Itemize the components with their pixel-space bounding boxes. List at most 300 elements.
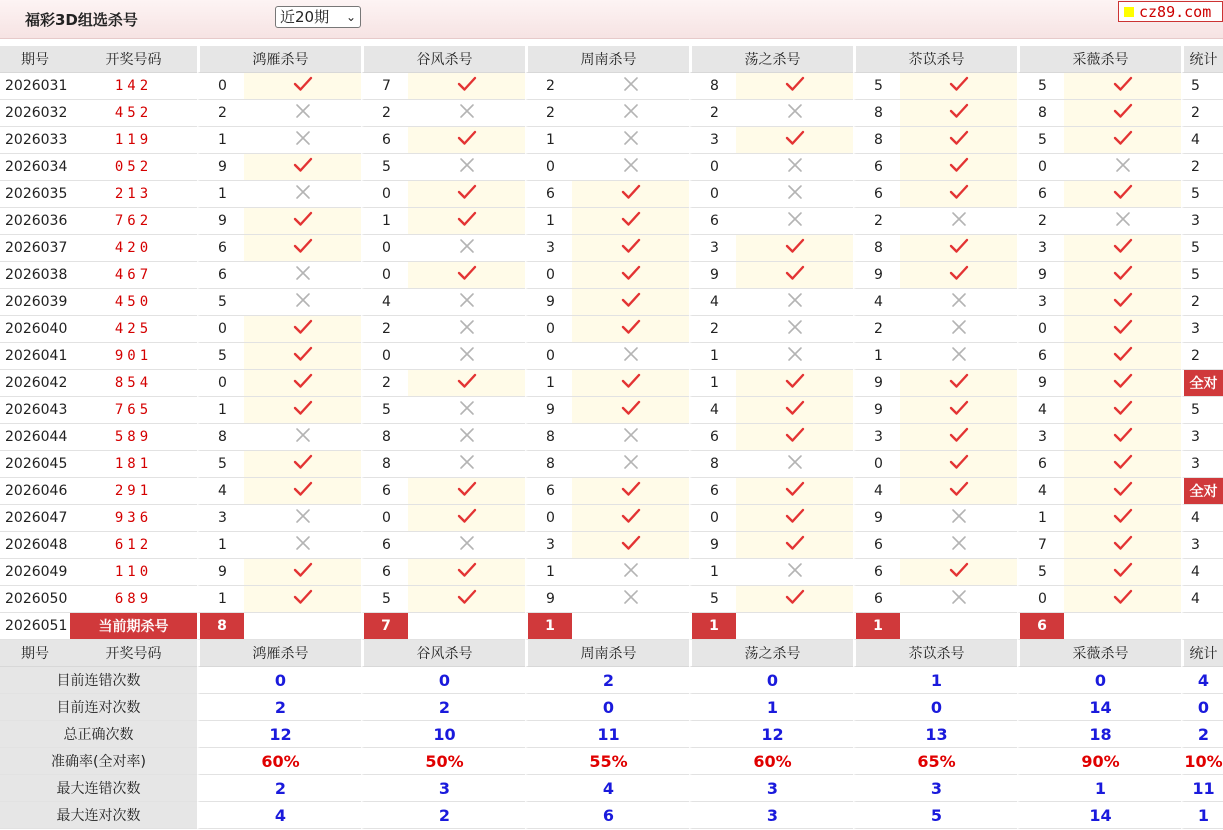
stat-cell: 3	[1181, 451, 1223, 478]
period-cell: 2026045	[0, 451, 70, 478]
check-icon	[244, 586, 361, 613]
summary-row	[0, 748, 1223, 775]
kill-number-cell: 0	[525, 316, 572, 343]
column-header: 荡之杀号	[689, 46, 853, 73]
check-icon	[900, 451, 1017, 478]
check-icon	[1064, 343, 1181, 370]
kill-number-cell: 3	[1017, 235, 1064, 262]
kill-number-cell: 6	[689, 424, 736, 451]
stat-cell: 4	[1181, 505, 1223, 532]
kill-number-cell: 6	[361, 127, 408, 154]
kill-number-cell: 2	[525, 100, 572, 127]
check-icon	[408, 559, 525, 586]
kill-number-cell: 9	[853, 262, 900, 289]
check-icon	[1064, 127, 1181, 154]
kill-number-cell: 6	[1017, 181, 1064, 208]
draw-number-cell: 110	[70, 559, 197, 586]
summary-value: 50%	[361, 748, 525, 775]
kill-number-cell: 9	[197, 208, 244, 235]
summary-value: 11	[525, 721, 689, 748]
cross-icon	[408, 424, 525, 451]
kill-number-cell: 4	[1017, 478, 1064, 505]
draw-number-cell: 612	[70, 532, 197, 559]
kill-number-cell: 6	[525, 181, 572, 208]
kill-number-cell: 5	[1017, 559, 1064, 586]
kill-number-cell: 6	[689, 208, 736, 235]
cross-icon	[408, 235, 525, 262]
check-icon	[408, 262, 525, 289]
kill-number-cell: 9	[525, 586, 572, 613]
table-row	[0, 262, 1223, 289]
check-icon	[408, 370, 525, 397]
site-logo[interactable]	[1118, 1, 1223, 22]
period-cell: 2026048	[0, 532, 70, 559]
cross-icon	[408, 154, 525, 181]
table-row	[0, 397, 1223, 424]
summary-value: 5	[853, 802, 1017, 829]
check-icon	[1064, 73, 1181, 100]
kill-number-cell: 9	[853, 505, 900, 532]
cross-icon	[244, 289, 361, 316]
kill-number-cell: 3	[689, 235, 736, 262]
column-header: 期号	[0, 46, 70, 73]
kill-number-cell: 6	[1017, 343, 1064, 370]
check-icon	[736, 505, 853, 532]
kill-number-cell: 2	[197, 100, 244, 127]
table-row	[0, 478, 1223, 505]
cross-icon	[572, 127, 689, 154]
kill-number-cell: 6	[853, 154, 900, 181]
check-icon	[1064, 262, 1181, 289]
summary-label: 总正确次数	[0, 721, 197, 748]
cross-icon	[408, 289, 525, 316]
kill-number-cell: 6	[853, 181, 900, 208]
check-icon	[736, 532, 853, 559]
kill-number-cell: 8	[361, 424, 408, 451]
check-icon	[244, 478, 361, 505]
draw-number-cell: 181	[70, 451, 197, 478]
summary-value: 1	[1017, 775, 1181, 802]
check-icon	[244, 559, 361, 586]
draw-number-cell: 762	[70, 208, 197, 235]
cross-icon	[244, 127, 361, 154]
cross-icon	[1064, 208, 1181, 235]
stat-cell: 2	[1181, 343, 1223, 370]
summary-value: 3	[853, 775, 1017, 802]
summary-value: 3	[361, 775, 525, 802]
check-icon	[244, 397, 361, 424]
kill-number-cell: 0	[1017, 154, 1064, 181]
cross-icon	[736, 154, 853, 181]
summary-value: 10	[361, 721, 525, 748]
kill-number-cell: 2	[361, 370, 408, 397]
check-icon	[1064, 532, 1181, 559]
cross-icon	[736, 181, 853, 208]
period-cell: 2026035	[0, 181, 70, 208]
stat-cell: 5	[1181, 262, 1223, 289]
cross-icon	[408, 343, 525, 370]
check-icon	[244, 343, 361, 370]
kill-number-cell: 6	[361, 559, 408, 586]
kill-number-cell: 6	[853, 532, 900, 559]
summary-value: 12	[689, 721, 853, 748]
column-header: 采薇杀号	[1017, 640, 1181, 667]
kill-number-cell: 0	[361, 343, 408, 370]
check-icon	[572, 370, 689, 397]
column-header: 统计	[1181, 46, 1223, 73]
check-icon	[900, 262, 1017, 289]
table-row	[0, 181, 1223, 208]
logo-square-icon	[1124, 7, 1134, 17]
table-row	[0, 451, 1223, 478]
current-kill-number: 8	[197, 613, 244, 640]
summary-value: 18	[1017, 721, 1181, 748]
kill-number-cell: 0	[689, 505, 736, 532]
kill-number-cell: 6	[525, 478, 572, 505]
column-header: 谷风杀号	[361, 640, 525, 667]
table-row	[0, 127, 1223, 154]
cross-icon	[572, 586, 689, 613]
stat-cell: 4	[1181, 127, 1223, 154]
cross-icon	[244, 181, 361, 208]
kill-number-cell: 4	[1017, 397, 1064, 424]
period-range-value: 近20期	[280, 8, 330, 26]
stat-cell: 3	[1181, 532, 1223, 559]
check-icon	[900, 100, 1017, 127]
check-icon	[408, 208, 525, 235]
kill-number-cell: 4	[197, 478, 244, 505]
table-row	[0, 586, 1223, 613]
check-icon	[1064, 586, 1181, 613]
table-row	[0, 532, 1223, 559]
current-kill-number: 7	[361, 613, 408, 640]
kill-number-cell: 2	[853, 316, 900, 343]
kill-number-cell: 3	[689, 127, 736, 154]
check-icon	[736, 235, 853, 262]
summary-row	[0, 721, 1223, 748]
period-cell: 2026047	[0, 505, 70, 532]
summary-value: 3	[689, 775, 853, 802]
kill-number-cell: 1	[689, 370, 736, 397]
summary-value: 14	[1017, 694, 1181, 721]
table-row	[0, 289, 1223, 316]
table-row	[0, 235, 1223, 262]
summary-value: 2	[197, 694, 361, 721]
cross-icon	[900, 532, 1017, 559]
empty-cell	[572, 613, 689, 640]
check-icon	[1064, 478, 1181, 505]
kill-number-cell: 2	[1017, 208, 1064, 235]
column-header: 周南杀号	[525, 640, 689, 667]
draw-number-cell: 765	[70, 397, 197, 424]
table-row	[0, 370, 1223, 397]
summary-row	[0, 802, 1223, 829]
draw-number-cell: 467	[70, 262, 197, 289]
summary-value: 4	[197, 802, 361, 829]
check-icon	[244, 370, 361, 397]
column-header: 统计	[1181, 640, 1223, 667]
column-header: 苶苡杀号	[853, 640, 1017, 667]
summary-row	[0, 694, 1223, 721]
period-cell: 2026039	[0, 289, 70, 316]
cross-icon	[572, 559, 689, 586]
kill-number-cell: 8	[361, 451, 408, 478]
period-cell: 2026033	[0, 127, 70, 154]
kill-number-cell: 0	[689, 154, 736, 181]
kill-number-cell: 2	[689, 100, 736, 127]
kill-number-cell: 7	[1017, 532, 1064, 559]
kill-number-cell: 6	[1017, 451, 1064, 478]
stat-cell: 3	[1181, 208, 1223, 235]
kill-number-cell: 8	[689, 451, 736, 478]
current-kill-label: 当前期杀号	[70, 613, 197, 640]
draw-number-cell: 425	[70, 316, 197, 343]
table-row	[0, 316, 1223, 343]
cross-icon	[572, 451, 689, 478]
kill-number-cell: 9	[853, 370, 900, 397]
empty-cell	[1181, 613, 1223, 640]
check-icon	[408, 73, 525, 100]
summary-value: 1	[853, 667, 1017, 694]
check-icon	[736, 127, 853, 154]
draw-number-cell: 142	[70, 73, 197, 100]
cross-icon	[244, 505, 361, 532]
column-header: 荡之杀号	[689, 640, 853, 667]
check-icon	[408, 478, 525, 505]
kill-number-cell: 5	[853, 73, 900, 100]
table-row	[0, 154, 1223, 181]
kill-number-cell: 5	[197, 343, 244, 370]
all-correct-badge: 全对	[1181, 370, 1223, 397]
current-kill-number: 6	[1017, 613, 1064, 640]
check-icon	[900, 181, 1017, 208]
period-cell: 2026046	[0, 478, 70, 505]
period-cell: 2026038	[0, 262, 70, 289]
header-row	[0, 640, 1223, 667]
check-icon	[736, 478, 853, 505]
kill-number-cell: 5	[197, 289, 244, 316]
kill-number-cell: 0	[361, 505, 408, 532]
page-title: 福彩3D组选杀号	[25, 11, 138, 29]
summary-value: 2	[197, 775, 361, 802]
draw-number-cell: 213	[70, 181, 197, 208]
summary-value: 2	[525, 667, 689, 694]
summary-value: 0	[1181, 694, 1223, 721]
column-header: 开奖号码	[70, 640, 197, 667]
summary-label: 准确率(全对率)	[0, 748, 197, 775]
kill-number-cell: 6	[361, 478, 408, 505]
kill-number-cell: 0	[525, 343, 572, 370]
check-icon	[244, 154, 361, 181]
check-icon	[736, 370, 853, 397]
kill-number-cell: 5	[197, 451, 244, 478]
kill-number-cell: 9	[525, 397, 572, 424]
summary-value: 4	[1181, 667, 1223, 694]
draw-number-cell: 450	[70, 289, 197, 316]
check-icon	[572, 397, 689, 424]
empty-cell	[1064, 613, 1181, 640]
check-icon	[1064, 316, 1181, 343]
check-icon	[572, 316, 689, 343]
kill-number-cell: 2	[525, 73, 572, 100]
table-row	[0, 559, 1223, 586]
table-row	[0, 208, 1223, 235]
kill-number-cell: 0	[1017, 316, 1064, 343]
check-icon	[1064, 559, 1181, 586]
summary-label: 最大连对次数	[0, 802, 197, 829]
summary-value: 1	[1181, 802, 1223, 829]
kill-number-cell: 0	[197, 316, 244, 343]
check-icon	[900, 73, 1017, 100]
summary-row	[0, 775, 1223, 802]
kill-number-cell: 3	[525, 235, 572, 262]
kill-number-cell: 9	[689, 532, 736, 559]
check-icon	[900, 559, 1017, 586]
stat-cell: 5	[1181, 181, 1223, 208]
summary-label: 目前连错次数	[0, 667, 197, 694]
kill-number-cell: 0	[361, 262, 408, 289]
period-cell: 2026043	[0, 397, 70, 424]
stat-cell: 4	[1181, 559, 1223, 586]
check-icon	[408, 505, 525, 532]
table-row	[0, 424, 1223, 451]
kill-number-cell: 0	[525, 154, 572, 181]
kill-number-cell: 8	[853, 235, 900, 262]
kill-number-cell: 1	[197, 586, 244, 613]
kill-number-cell: 1	[525, 370, 572, 397]
check-icon	[900, 370, 1017, 397]
summary-label: 目前连对次数	[0, 694, 197, 721]
summary-value: 2	[361, 694, 525, 721]
table-row	[0, 343, 1223, 370]
cross-icon	[736, 343, 853, 370]
check-icon	[736, 73, 853, 100]
draw-number-cell: 119	[70, 127, 197, 154]
check-icon	[1064, 424, 1181, 451]
period-cell: 2026042	[0, 370, 70, 397]
cross-icon	[900, 505, 1017, 532]
check-icon	[1064, 289, 1181, 316]
check-icon	[900, 397, 1017, 424]
kill-number-cell: 9	[1017, 262, 1064, 289]
kill-number-cell: 4	[361, 289, 408, 316]
cross-icon	[572, 100, 689, 127]
summary-value: 55%	[525, 748, 689, 775]
check-icon	[1064, 451, 1181, 478]
kill-number-cell: 1	[525, 559, 572, 586]
empty-cell	[736, 613, 853, 640]
period-cell: 2026036	[0, 208, 70, 235]
kill-number-cell: 8	[197, 424, 244, 451]
table-row	[0, 73, 1223, 100]
summary-value: 0	[361, 667, 525, 694]
kill-number-cell: 2	[361, 100, 408, 127]
kill-number-cell: 5	[361, 586, 408, 613]
kill-number-cell: 3	[525, 532, 572, 559]
summary-value: 0	[197, 667, 361, 694]
check-icon	[1064, 397, 1181, 424]
kill-number-cell: 3	[853, 424, 900, 451]
column-header: 周南杀号	[525, 46, 689, 73]
check-icon	[572, 478, 689, 505]
all-correct-badge: 全对	[1181, 478, 1223, 505]
check-icon	[244, 235, 361, 262]
kill-number-cell: 8	[525, 424, 572, 451]
period-range-select[interactable]	[275, 6, 361, 28]
kill-number-cell: 9	[689, 262, 736, 289]
cross-icon	[408, 100, 525, 127]
chevron-down-icon: ⌄	[345, 10, 356, 24]
check-icon	[572, 208, 689, 235]
summary-value: 65%	[853, 748, 1017, 775]
kill-number-cell: 5	[1017, 73, 1064, 100]
column-header: 开奖号码	[70, 46, 197, 73]
kill-number-cell: 3	[1017, 424, 1064, 451]
check-icon	[572, 505, 689, 532]
cross-icon	[572, 424, 689, 451]
summary-value: 90%	[1017, 748, 1181, 775]
cross-icon	[572, 73, 689, 100]
kill-number-cell: 1	[197, 532, 244, 559]
cross-icon	[736, 100, 853, 127]
summary-value: 0	[525, 694, 689, 721]
table-row	[0, 505, 1223, 532]
cross-icon	[736, 289, 853, 316]
empty-cell	[900, 613, 1017, 640]
column-header: 鸿雁杀号	[197, 46, 361, 73]
cross-icon	[736, 559, 853, 586]
stat-cell: 2	[1181, 100, 1223, 127]
draw-number-cell: 452	[70, 100, 197, 127]
check-icon	[736, 424, 853, 451]
kill-number-cell: 5	[361, 397, 408, 424]
current-kill-number: 1	[525, 613, 572, 640]
kill-number-cell: 2	[689, 316, 736, 343]
draw-number-cell: 854	[70, 370, 197, 397]
kill-number-cell: 6	[689, 478, 736, 505]
current-period-row	[0, 613, 1223, 640]
kill-number-cell: 9	[525, 289, 572, 316]
stat-cell: 5	[1181, 397, 1223, 424]
header-row	[0, 46, 1223, 73]
period-cell: 2026034	[0, 154, 70, 181]
cross-icon	[408, 397, 525, 424]
period-cell: 2026044	[0, 424, 70, 451]
kill-number-cell: 1	[197, 397, 244, 424]
top-bar	[0, 0, 1223, 39]
cross-icon	[736, 316, 853, 343]
check-icon	[244, 451, 361, 478]
kill-number-cell: 1	[1017, 505, 1064, 532]
cross-icon	[736, 208, 853, 235]
cross-icon	[572, 154, 689, 181]
kill-number-cell: 3	[197, 505, 244, 532]
kill-number-cell: 0	[197, 73, 244, 100]
summary-value: 4	[525, 775, 689, 802]
kill-number-cell: 6	[361, 532, 408, 559]
summary-value: 11	[1181, 775, 1223, 802]
check-icon	[572, 235, 689, 262]
check-icon	[408, 181, 525, 208]
kill-number-cell: 0	[197, 370, 244, 397]
logo-text: cz89.com	[1139, 3, 1212, 21]
summary-value: 0	[1017, 667, 1181, 694]
stat-cell: 3	[1181, 424, 1223, 451]
table-row	[0, 100, 1223, 127]
check-icon	[1064, 235, 1181, 262]
check-icon	[408, 127, 525, 154]
cross-icon	[572, 343, 689, 370]
